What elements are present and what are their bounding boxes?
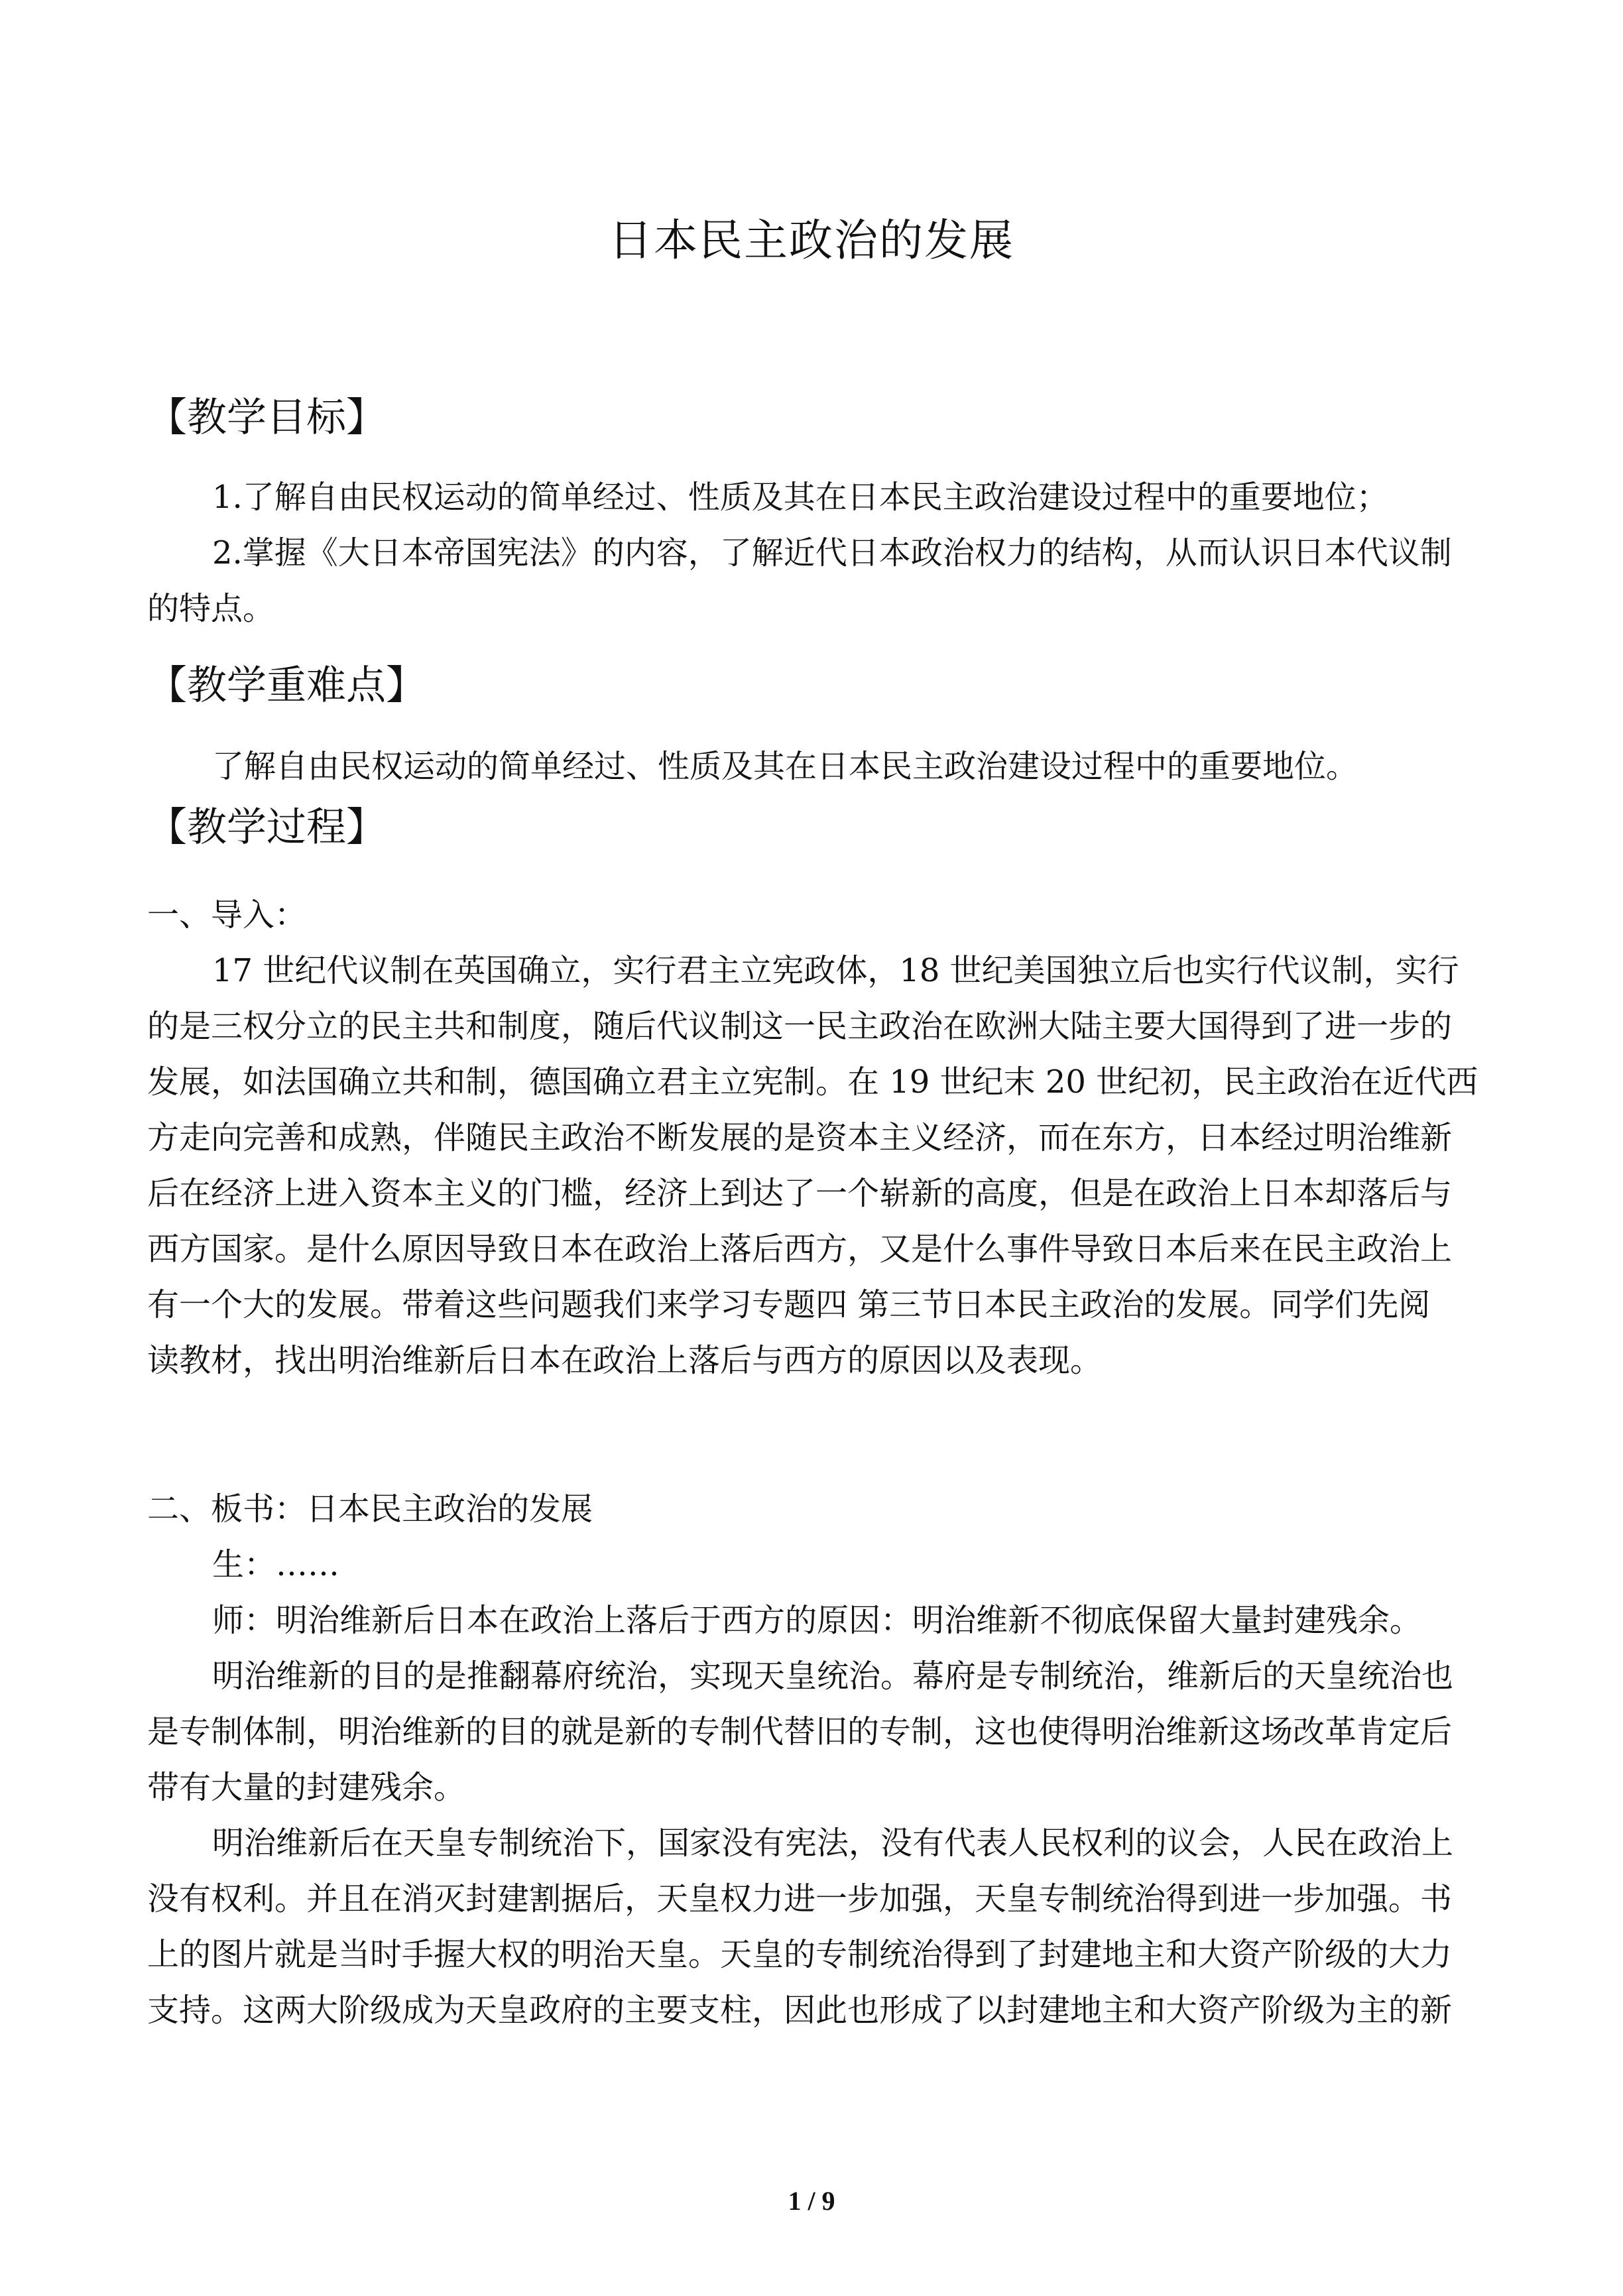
intro-line: 的是三权分立的民主共和制度，随后代议制这一民主政治在欧洲大陆主要大国得到了进一步的 (147, 1008, 1453, 1045)
paragraph-line: 没有权利。并且在消灭封建割据后，天皇权力进一步加强，天皇专制统治得到进一步加强。书 (147, 1880, 1453, 1917)
paragraph-line: 支持。这两大阶级成为天皇政府的主要支柱，因此也形成了以封建地主和大资产阶级为主的新 (147, 1992, 1453, 2029)
keypoints-text-block (147, 743, 1480, 790)
intro-line: 读教材，找出明治维新后日本在政治上落后与西方的原因以及表现。 (147, 1342, 1103, 1379)
board-heading-block (147, 1485, 1480, 1644)
intro-line: 后在经济上进入资本主义的门槛，经济上到达了一个崭新的高度，但是在政治上日本却落后与 (147, 1175, 1453, 1212)
goals-heading: 【教学目标】 (147, 394, 386, 441)
paragraph-2 (147, 1819, 1480, 2034)
keypoints-heading: 【教学重难点】 (147, 662, 426, 709)
board-heading: 二、板书：日本民主政治的发展 (147, 1490, 593, 1528)
intro-heading: 一、导入： (147, 896, 307, 934)
intro-line: 发展，如法国确立共和制，德国确立君主立宪制。在 19 世纪末 20 世纪初，民主政治在近代西 (147, 1063, 1478, 1101)
paragraph-line: 上的图片就是当时手握大权的明治天皇。天皇的专制统治得到了封建地主和大资产阶级的大力 (147, 1936, 1453, 1973)
keypoints-text: 了解自由民权运动的简单经过、性质及其在日本民主政治建设过程中的重要地位。 (212, 748, 1358, 785)
intro-line: 方走向完善和成熟，伴随民主政治不断发展的是资本主义经济，而在东方，日本经过明治维新 (147, 1119, 1453, 1156)
goal-2-line-2: 的特点。 (147, 590, 275, 627)
paragraph-line: 是专制体制，明治维新的目的就是新的专制代替旧的专制，这也使得明治维新这场改革肯定后 (147, 1713, 1453, 1750)
intro-line: 有一个大的发展。带着这些问题我们来学习专题四 第三节日本民主政治的发展。同学们先阅 (147, 1286, 1431, 1323)
intro-paragraph (147, 947, 1480, 1384)
paragraph-1 (147, 1652, 1480, 1811)
document-title: 日本民主政治的发展 (609, 215, 1014, 266)
student-line: 生：…… (212, 1546, 340, 1583)
goal-2-line-1: 2.掌握《大日本帝国宪法》的内容，了解近代日本政治权力的结构，从而认识日本代议制 (212, 534, 1452, 572)
teacher-line: 师：明治维新后日本在政治上落后于西方的原因：明治维新不彻底保留大量封建残余。 (212, 1602, 1422, 1639)
intro-line: 17 世纪代议制在英国确立，实行君主立宪政体，18 世纪美国独立后也实行代议制，实行 (212, 952, 1459, 989)
process-heading: 【教学过程】 (147, 804, 386, 851)
goals-list (147, 473, 1480, 633)
paragraph-line: 明治维新后在天皇专制统治下，国家没有宪法，没有代表人民权利的议会，人民在政治上 (212, 1825, 1454, 1862)
intro-line: 西方国家。是什么原因导致日本在政治上落后西方，又是什么事件导致日本后来在民主政治上 (147, 1231, 1453, 1268)
goal-1: 1.了解自由民权运动的简单经过、性质及其在日本民主政治建设过程中的重要地位； (212, 479, 1388, 516)
paragraph-line: 明治维新的目的是推翻幕府统治，实现天皇统治。幕府是专制统治，维新后的天皇统治也 (212, 1658, 1454, 1695)
intro-heading-block (147, 891, 1480, 939)
page-number: 1 / 9 (788, 2186, 835, 2216)
paragraph-line: 带有大量的封建残余。 (147, 1769, 466, 1806)
